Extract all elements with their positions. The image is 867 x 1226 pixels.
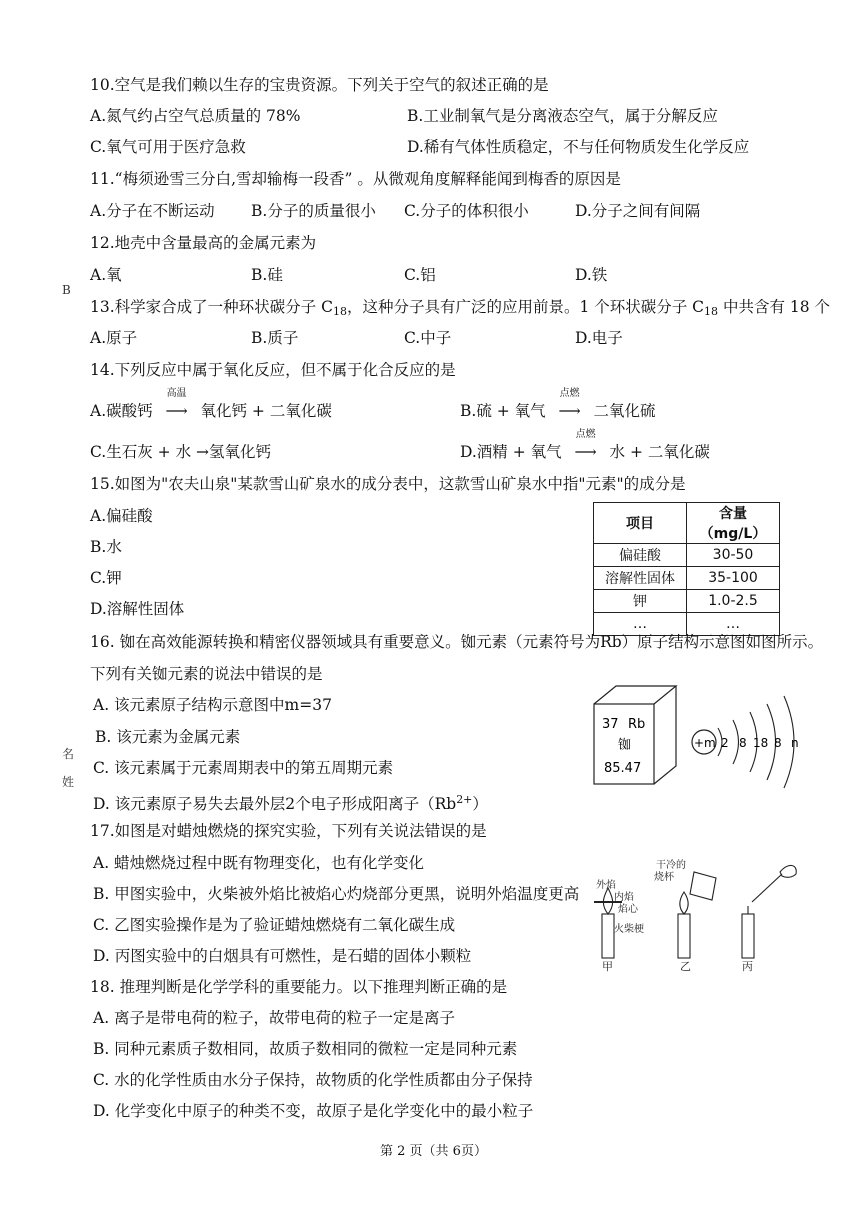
q12-option-a: A.氧 [90,266,122,284]
candle-jia [602,914,614,958]
q16-option-d: D. 该元素原子易失去最外层2个电子形成阳离子$(Rb^{2+})$ [93,793,488,813]
q10-option-c: C.氧气可用于医疗急救 [90,138,246,156]
q18-option-d: D. 化学变化中原子的种类不变，故原子是化学变化中的最小粒子 [93,1102,534,1120]
rubidium-figure [590,676,820,792]
q14-option-b: B.硫 + 氧气 点燃 ⟶ 二氧化硫 [460,388,656,420]
beaker-label-1: 干冷的 [656,860,686,871]
shell-electrons: 8 [774,736,782,750]
flame-yi [680,892,688,914]
q18-option-c: C. 水的化学性质由水分子保持，故物质的化学性质都由分子保持 [93,1071,533,1089]
q17-option-a: A. 蜡烛燃烧过程中既有物理变化，也有化学变化 [93,854,425,872]
q16-stem-line2: 下列有关铷元素的说法中错误的是 [90,665,323,683]
q18-option-a: A. 离子是带电荷的粒子，故带电荷的粒子一定是离子 [93,1009,456,1027]
figure-label-jia: 甲 [602,960,613,973]
shell-electrons: 8 [739,736,747,750]
table-row: 偏硅酸 30-50 [594,544,780,567]
candle-yi [678,914,690,958]
q11-option-b: B.分子的质量很小 [251,202,376,220]
margin-mark: 姓 [62,775,75,789]
q13-option-d: D.电子 [575,329,623,347]
q17-stem: 17.如图是对蜡烛燃烧的探究实验，下列有关说法错误的是 [90,822,487,840]
q12-option-d: D.铁 [575,266,608,284]
atomic-number: 37 [602,717,619,732]
element-name: 铷 [618,738,632,753]
shell-electrons: n [791,736,799,750]
q16-stem-line1: 16. 铷在高效能源转换和精密仪器领域具有重要意义。铷元素（元素符号为Rb）原子结构示意图如图所示。 [90,633,824,651]
q15-option-b: B.水 [90,538,122,556]
q10-option-a: A.氮气约占空气总质量的 78% [90,107,301,125]
q10-option-d: D.稀有气体性质稳定，不与任何物质发生化学反应 [407,138,750,156]
figure-label-bing: 丙 [742,960,753,973]
inner-flame-label: 内焰 [614,892,634,903]
q13-option-c: C.中子 [404,329,452,347]
q11-option-d: D.分子之间有间隔 [575,202,701,220]
q13-stem: 13.科学家合成了一种环状碳分子 $C_{18}$，这种分子具有广泛的应用前景。1 个环状碳分子 $C_{18}$ 中共含有 18 个 [90,298,831,318]
table-header: 项目 [594,503,687,544]
q14-option-d: D.酒精 + 氧气 点燃 ⟶ 水 + 二氧化碳 [460,429,710,461]
q11-option-a: A.分子在不断运动 [90,202,215,220]
margin-mark: 名 [62,747,75,761]
q16-option-b: B. 该元素为金属元素 [95,728,241,746]
q15-stem: 15.如图为"农夫山泉"某款雪山矿泉水的成分表中，这款雪山矿泉水中指"元素"的成分是 [90,475,686,493]
table-row: … … [594,613,780,636]
q13-option-a: A.原子 [90,329,138,347]
table-header: 含量（mg/L） [687,503,780,544]
q18-stem: 18. 推理判断是化学学科的重要能力。以下推理判断正确的是 [90,978,508,996]
q17-option-d: D. 丙图实验中的白烟具有可燃性，是石蜡的固体小颗粒 [93,947,472,965]
figure-label-yi: 乙 [680,960,691,973]
q10-option-b: B.工业制氧气是分离液态空气，属于分解反应 [407,107,718,125]
beaker-icon [690,872,716,900]
beaker-label-2: 烧杯 [654,872,674,883]
shell-electrons: 2 [721,736,729,750]
outer-flame-label: 外焰 [596,880,616,891]
q17-option-c: C. 乙图实验操作是为了验证蜡烛燃烧有二氧化碳生成 [93,916,456,934]
q12-option-c: C.铝 [404,266,436,284]
matchstick-label: 火柴梗 [614,924,644,935]
q10-stem: 10.空气是我们赖以生存的宝贵资源。下列关于空气的叙述正确的是 [90,76,549,94]
q13-option-b: B.质子 [251,329,299,347]
q15-option-c: C.钾 [90,569,122,587]
q14-option-c: C.生石灰 + 水 →氢氧化钙 [90,443,271,461]
atomic-mass: 85.47 [604,761,642,776]
q11-option-c: C.分子的体积很小 [404,202,529,220]
q15-option-d: D.溶解性固体 [90,600,185,618]
page-footer: 第 2 页（共 6页） [380,1144,487,1159]
match-bing [752,874,782,902]
q14-option-a: A.碳酸钙 高温 ⟶ 氧化钙 + 二氧化碳 [90,388,332,420]
table-row: 溶解性固体 35-100 [594,567,780,590]
q11-stem: 11.“梅须逊雪三分白,雪却输梅一段香” 。从微观角度解释能闻到梅香的原因是 [90,170,621,188]
candle-bing [742,914,754,958]
composition-table [593,502,780,636]
table-row: 钾 1.0-2.5 [594,590,780,613]
q12-stem: 12.地壳中含量最高的金属元素为 [90,234,317,252]
flame-core-label: 焰心 [618,904,638,915]
q12-option-b: B.硅 [251,266,283,284]
shell-electrons: 18 [753,736,769,750]
element-symbol: Rb [628,717,646,732]
candle-experiment-figure [592,852,812,976]
q16-option-c: C. 该元素属于元素周期表中的第五周期元素 [93,759,394,777]
q14-stem: 14.下列反应中属于氧化反应，但不属于化合反应的是 [90,361,456,379]
q16-option-a: A. 该元素原子结构示意图中m=37 [93,696,332,714]
q17-option-b: B. 甲图实验中，火柴被外焰比被焰心灼烧部分更黑，说明外焰温度更高 [93,885,580,903]
nucleus-charge: +m [694,736,716,750]
hand-icon [780,865,796,877]
q15-option-a: A.偏硅酸 [90,507,153,525]
q18-option-b: B. 同种元素质子数相同，故质子数相同的微粒一定是同种元素 [93,1040,518,1058]
margin-mark: B [62,283,71,297]
